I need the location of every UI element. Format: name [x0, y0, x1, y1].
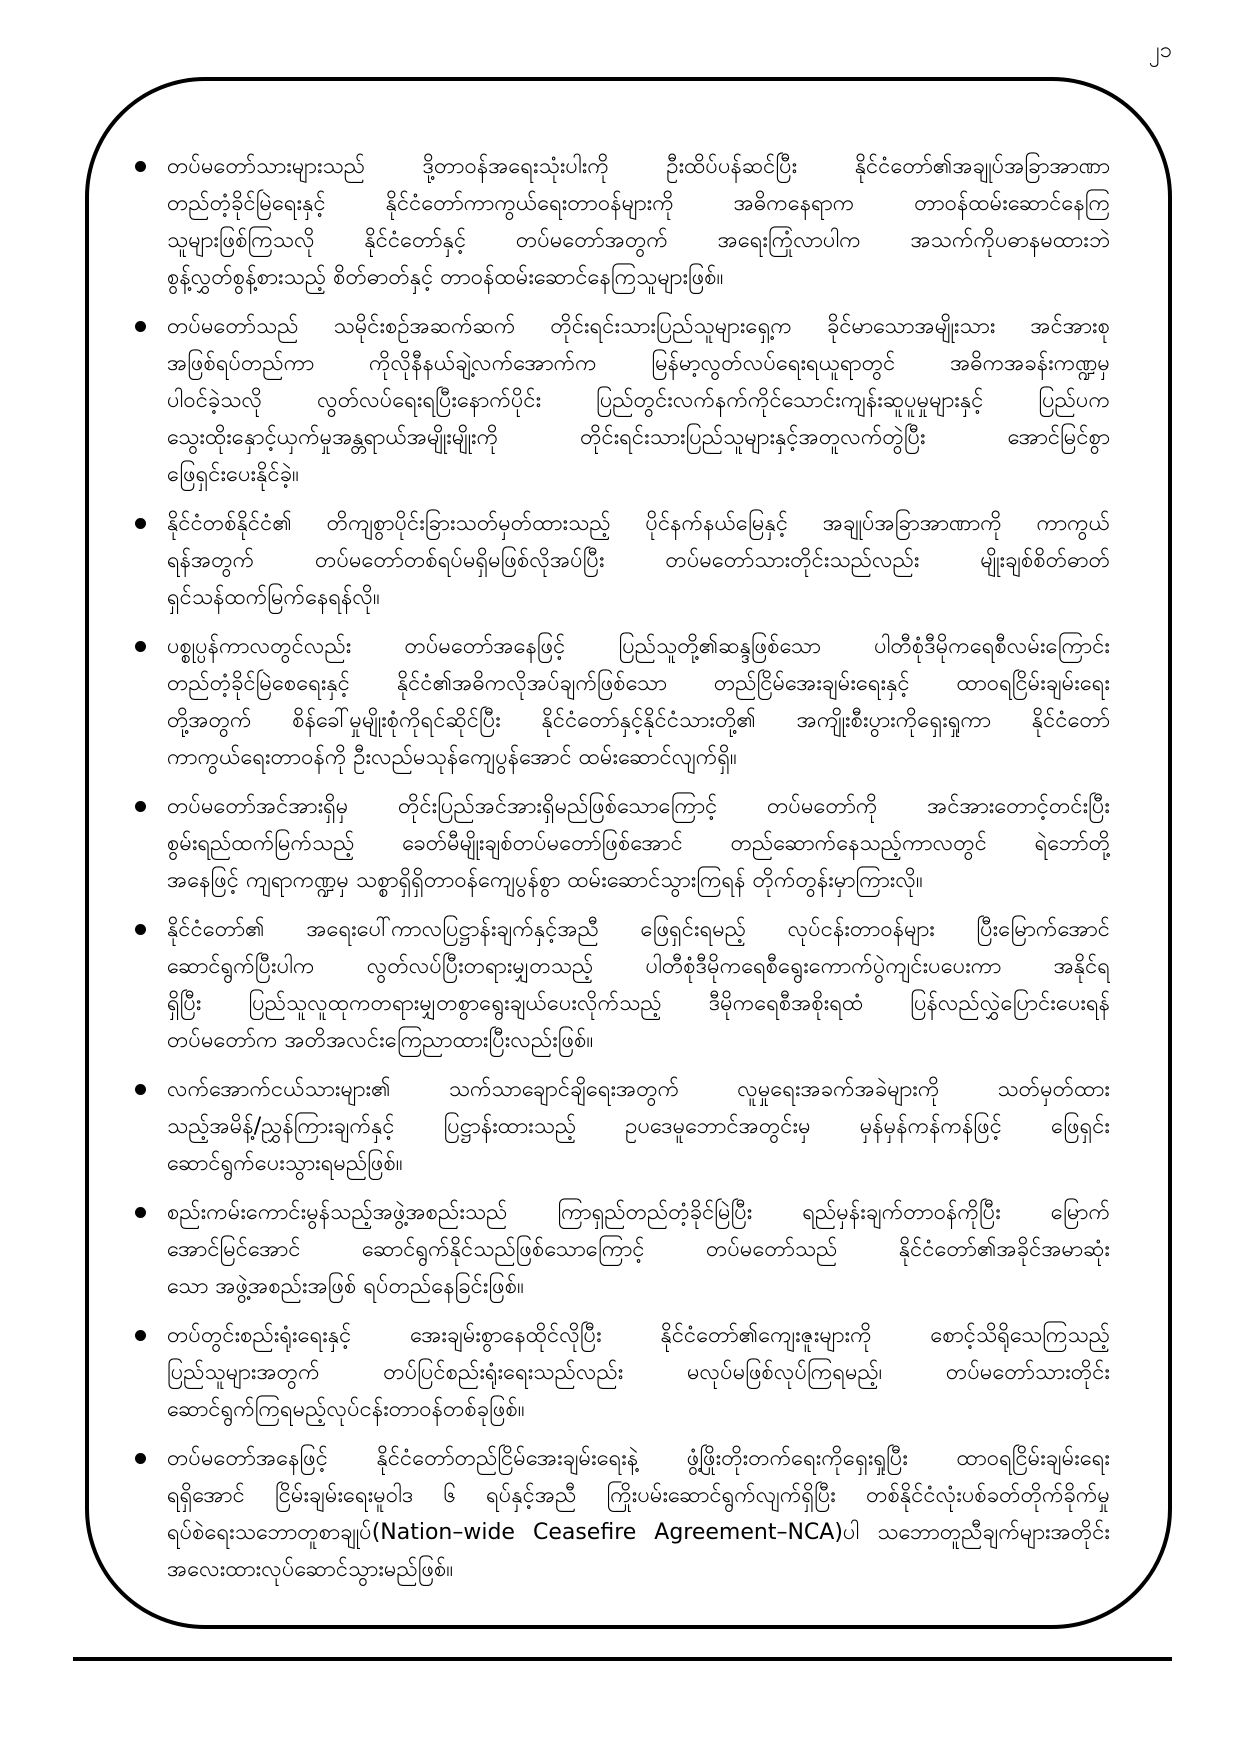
footer-rule: [73, 1657, 1172, 1661]
list-item-text: [167, 628, 1110, 776]
list-item-text: [167, 308, 1110, 493]
text-line: ဆောင်ရွက်ပေးသွားရမည်ဖြစ်။: [167, 1151, 403, 1176]
list-item: [135, 148, 1110, 296]
list-item: [135, 1194, 1110, 1305]
bullet-icon: [135, 1084, 146, 1095]
text-line: အောင်မြင်အောင် ဆောင်ရွက်နိုင်သည်ဖြစ်သောကြောင့် တပ်မတော်သည် နိုင်ငံတော်၏အခိုင်အမာဆုံး: [167, 1237, 1110, 1262]
text-line: တည်တံ့ခိုင်မြဲရေးနှင့် နိုင်ငံတော်ကာကွယ်ရေးတာဝန်များကို အဓိကနေရာက တာဝန်ထမ်းဆောင်နေကြ: [167, 191, 1110, 216]
bullet-icon: [135, 641, 146, 652]
list-item-text: [167, 148, 1110, 296]
list-item-text: [167, 1440, 1110, 1588]
text-line: ပစ္စုပ္ပန်ကာလတွင်လည်း တပ်မတော်အနေဖြင့် ပြည်သူတို့၏ဆန္ဒဖြစ်သော ပါတီစုံဒီမိုကရေစီလမ်းကြောင်း: [167, 634, 1110, 659]
list-item-text: [167, 1317, 1110, 1428]
list-item: [135, 505, 1110, 616]
text-line: စည်းကမ်းကောင်းမွန်သည့်အဖွဲ့အစည်းသည် ကြာရှည်တည်တံ့ခိုင်မြဲပြီး ရည်မှန်းချက်တာဝန်ကိုပြီး မြောက်: [167, 1200, 1110, 1225]
text-line: ဆောင်ရွက်ပြီးပါက လွတ်လပ်ပြီးတရားမျှတသည့် ပါတီစုံဒီမိုကရေစီရွေးကောက်ပွဲကျင်းပပေးကာ အနိုင်ရ: [167, 954, 1110, 979]
text-line: အလေးထားလုပ်ဆောင်သွားမည်ဖြစ်။: [167, 1557, 454, 1582]
text-line: သူများဖြစ်ကြသလို နိုင်ငံတော်နှင့် တပ်မတော်အတွက် အရေးကြုံလာပါက အသက်ကိုပဓာနမထားဘဲ: [167, 228, 1110, 253]
list-item-text: [167, 911, 1110, 1059]
bullet-icon: [135, 801, 146, 812]
text-line: ဖြေရှင်းပေးနိုင်ခဲ့။: [167, 462, 299, 487]
bullet-icon: [135, 1330, 146, 1341]
list-item-text: [167, 788, 1110, 899]
bullet-icon: [135, 321, 146, 332]
text-line: တည်တံ့ခိုင်မြဲစေရေးနှင့် နိုင်ငံ၏အဓိကလိုအပ်ချက်ဖြစ်သော တည်ငြိမ်အေးချမ်းရေးနှင့် ထာဝရငြိမ်းချမ်းရေး: [167, 671, 1110, 696]
text-line: အဖြစ်ရပ်တည်ကာ ကိုလိုနီနယ်ချဲ့လက်အောက်က မြန်မာ့လွတ်လပ်ရေးရယူရာတွင် အဓိကအခန်းကဏ္ဍမှ: [167, 351, 1110, 376]
text-line: တပ်တွင်းစည်းရုံးရေးနှင့် အေးချမ်းစွာနေထိုင်လိုပြီး နိုင်ငံတော်၏ကျေးဇူးများကို စောင့်သိရိုသေကြသည့်: [167, 1323, 1110, 1348]
bullet-list: [135, 148, 1110, 1600]
text-line: သွေးထိုးနှောင့်ယှက်မှုအန္တရာယ်အမျိုးမျိုးကို တိုင်းရင်းသားပြည်သူများနှင့်အတူလက်တွဲပြီး အောင်မြင်စွာ: [167, 425, 1110, 450]
text-line: ကာကွယ်ရေးတာဝန်ကို ဦးလည်မသုန်ကျေပွန်အောင် ထမ်းဆောင်လျက်ရှိ။: [167, 745, 737, 770]
list-item-text: [167, 1071, 1110, 1182]
list-item: [135, 1317, 1110, 1428]
text-line: တပ်မတော်အင်အားရှိမှ တိုင်းပြည်အင်အားရှိမည်ဖြစ်သောကြောင့် တပ်မတော်ကို အင်အားတောင့်တင်းပြီး: [167, 794, 1110, 819]
list-item: [135, 1440, 1110, 1588]
text-line: ရပ်စဲရေးသဘောတူစာချုပ်(Nation–wide Ceasefire Agreement–NCA)ပါ သဘောတူညီချက်များအတိုင်း: [167, 1520, 1110, 1545]
list-item: [135, 788, 1110, 899]
text-line: နိုင်ငံတော်၏ အရေးပေါ်ကာလပြဋ္ဌာန်းချက်နှင့်အညီ ဖြေရှင်းရမည့် လုပ်ငန်းတာဝန်များ ပြီးမြောက်အောင်: [167, 917, 1110, 942]
text-line: တပ်မတော်အနေဖြင့် နိုင်ငံတော်တည်ငြိမ်အေးချမ်းရေးနဲ့ ဖွံ့ဖြိုးတိုးတက်ရေးကိုရှေးရှုပြီး ထာဝရငြိမ်းချမ်းရေး: [167, 1446, 1110, 1471]
bullet-icon: [135, 518, 146, 529]
list-item-text: [167, 505, 1110, 616]
bullet-icon: [135, 1453, 146, 1464]
text-line: ပြည်သူများအတွက် တပ်ပြင်စည်းရုံးရေးသည်လည်း မလုပ်မဖြစ်လုပ်ကြရမည့်၊ တပ်မတော်သားတိုင်း: [167, 1360, 1110, 1385]
text-line: သည့်အမိန့်/ညွှန်ကြားချက်နှင့် ပြဋ္ဌာန်းထားသည့် ဥပဒေမူဘောင်အတွင်းမှ မှန်မှန်ကန်ကန်ဖြင့် ဖြေရှင်း: [167, 1114, 1110, 1139]
page-number: ၂၁: [1148, 38, 1172, 63]
text-line: နိုင်ငံတစ်နိုင်ငံ၏ တိကျစွာပိုင်းခြားသတ်မှတ်ထားသည့် ပိုင်နက်နယ်မြေနှင့် အချုပ်အခြာအာဏာကို ကာကွယ်: [167, 511, 1110, 536]
text-line: စွန့်လွှတ်စွန့်စားသည့် စိတ်ဓာတ်နှင့် တာဝန်ထမ်းဆောင်နေကြသူများဖြစ်။: [167, 265, 724, 290]
text-line: တပ်မတော်သားများသည် ဒို့တာဝန်အရေးသုံးပါးကို ဦးထိပ်ပန်ဆင်ပြီး နိုင်ငံတော်၏အချုပ်အခြာအာဏာ: [167, 154, 1110, 179]
list-item: [135, 308, 1110, 493]
text-line: တပ်မတော်သည် သမိုင်းစဉ်အဆက်ဆက် တိုင်းရင်းသားပြည်သူများရှေ့က ခိုင်မာသောအမျိုးသား အင်အားစု: [167, 314, 1110, 339]
text-line: အနေဖြင့် ကျရာကဏ္ဍမှ သစ္စာရှိရှိတာဝန်ကျေပွန်စွာ ထမ်းဆောင်သွားကြရန် တိုက်တွန်းမှာကြားလို။: [167, 868, 923, 893]
bullet-icon: [135, 161, 146, 172]
list-item: [135, 1071, 1110, 1182]
text-line: ရရှိအောင် ငြိမ်းချမ်းရေးမူဝါဒ ၆ ရပ်နှင့်အညီ ကြိုးပမ်းဆောင်ရွက်လျက်ရှိပြီး တစ်နိုင်ငံလုံးပစ်ခတ်တိုက်ခိုက်မှု: [167, 1483, 1110, 1508]
text-line: တပ်မတော်က အတိအလင်းကြေညာထားပြီးလည်းဖြစ်။: [167, 1028, 594, 1053]
text-line: လက်အောက်ငယ်သားများ၏ သက်သာချောင်ချိရေးအတွက် လူမှုရေးအခက်အခဲများကို သတ်မှတ်ထား: [167, 1077, 1110, 1102]
text-line: ရန်အတွက် တပ်မတော်တစ်ရပ်မရှိမဖြစ်လိုအပ်ပြီး တပ်မတော်သားတိုင်းသည်လည်း မျိုးချစ်စိတ်ဓာတ်: [167, 548, 1110, 573]
text-line: တို့အတွက် စိန်ခေါ်မှုမျိုးစုံကိုရင်ဆိုင်ပြီး နိုင်ငံတော်နှင့်နိုင်ငံသားတို့၏ အကျိုးစီးပွားကိုရှေးရှုကာ နိုင်ငံတော်: [167, 708, 1110, 733]
text-line: သော အဖွဲ့အစည်းအဖြစ် ရပ်တည်နေခြင်းဖြစ်။: [167, 1274, 524, 1299]
text-line: ရှင်သန်ထက်မြက်နေရန်လို။: [167, 585, 380, 610]
text-line: ရှိပြီး ပြည်သူလူထုကတရားမျှတစွာရွေးချယ်ပေးလိုက်သည့် ဒီမိုကရေစီအစိုးရထံ ပြန်လည်လွှဲပြောင်းပေးရန်: [167, 991, 1110, 1016]
list-item: [135, 911, 1110, 1059]
bullet-icon: [135, 924, 146, 935]
list-item-text: [167, 1194, 1110, 1305]
list-item: [135, 628, 1110, 776]
bullet-icon: [135, 1207, 146, 1218]
text-line: စွမ်းရည်ထက်မြက်သည့် ခေတ်မီမျိုးချစ်တပ်မတော်ဖြစ်အောင် တည်ဆောက်နေသည့်ကာလတွင် ရဲဘော်တို့: [167, 831, 1110, 856]
text-line: ပါဝင်ခဲ့သလို လွတ်လပ်ရေးရပြီးနောက်ပိုင်း ပြည်တွင်းလက်နက်ကိုင်သောင်းကျန်းဆူပူမှုများနှင့် ပြည်ပက: [167, 388, 1110, 413]
text-line: ဆောင်ရွက်ကြရမည့်လုပ်ငန်းတာဝန်တစ်ခုဖြစ်။: [167, 1397, 525, 1422]
